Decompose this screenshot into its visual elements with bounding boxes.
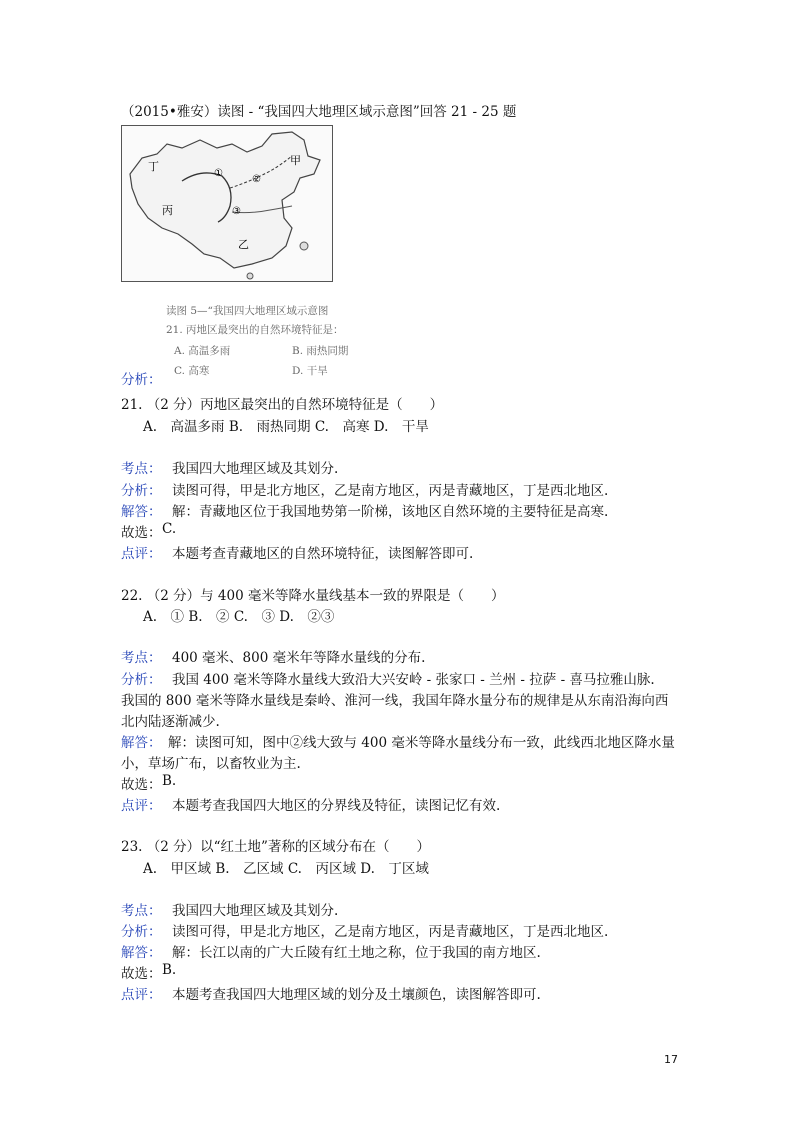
island-hainan bbox=[247, 273, 253, 279]
q21-dianping: 本题考查青藏地区的自然环境特征，读图解答即可. bbox=[172, 546, 474, 562]
q21-options: A. 高温多雨 B. 雨热同期 C. 高寒 D. 干旱 bbox=[143, 419, 429, 435]
map-label-bing: 丙 bbox=[162, 204, 173, 217]
q22-guxuan: B. bbox=[162, 773, 177, 789]
q23-fenxi-label: 分析： bbox=[121, 924, 162, 940]
q23-stem: 23. （2 分）以“红土地”著称的区域分布在（ ） bbox=[121, 839, 430, 855]
q22-kaodian: 400 毫米、800 毫米年等降水量线的分布. bbox=[172, 650, 426, 666]
map-label-jia: 甲 bbox=[290, 154, 301, 167]
q21-guxuan-label: 故选： bbox=[121, 525, 162, 541]
q23-kaodian-label: 考点： bbox=[121, 903, 162, 919]
q21-jieda: 解：青藏地区位于我国地势第一阶梯，该地区自然环境的主要特征是高寒. bbox=[172, 504, 609, 520]
china-outline bbox=[130, 132, 320, 268]
china-regions-map bbox=[121, 125, 333, 282]
q21-stem: 21. （2 分）丙地区最突出的自然环境特征是（ ） bbox=[121, 397, 444, 413]
scan-option-b: B. 雨热同期 bbox=[292, 345, 349, 357]
map-marker-2: ② bbox=[252, 174, 261, 185]
q22-fenxi-line3: 北内陆逐渐减少. bbox=[121, 714, 220, 730]
q22-jieda-line1: 解：读图可知，图中②线大致与 400 毫米等降水量线分布一致，此线西北地区降水量 bbox=[168, 735, 675, 751]
analysis-label-top: 分析： bbox=[121, 372, 162, 388]
q22-dianping-label: 点评： bbox=[121, 798, 162, 814]
q22-jieda-line2: 小，草场广布，以畜牧业为主. bbox=[121, 756, 301, 772]
q21-dianping-label: 点评： bbox=[121, 546, 162, 562]
page-number: 17 bbox=[664, 1053, 678, 1066]
q23-guxuan: B. bbox=[162, 962, 177, 978]
q22-guxuan-label: 故选： bbox=[121, 777, 162, 793]
q21-jieda-label: 解答： bbox=[121, 504, 162, 520]
q21-fenxi-label: 分析： bbox=[121, 483, 162, 499]
q22-fenxi-line1: 我国 400 毫米等降水量线大致沿大兴安岭 - 张家口 - 兰州 - 拉萨 - 喜马拉雅山脉. bbox=[172, 672, 655, 688]
q21-kaodian-label: 考点： bbox=[121, 461, 162, 477]
q22-options: A. ① B. ② C. ③ D. ②③ bbox=[143, 609, 335, 625]
map-label-yi: 乙 bbox=[238, 238, 249, 251]
map-svg bbox=[122, 126, 332, 281]
q23-jieda: 解：长江以南的广大丘陵有红土地之称，位于我国的南方地区. bbox=[172, 945, 541, 961]
q23-dianping: 本题考查我国四大地理区域的划分及土壤颜色，读图解答即可. bbox=[172, 987, 541, 1003]
q22-fenxi-line2: 我国的 800 毫米等降水量线是秦岭、淮河一线，我国年降水量分布的规律是从东南沿海向西 bbox=[121, 693, 669, 709]
q23-jieda-label: 解答： bbox=[121, 945, 162, 961]
q23-options: A. 甲区域 B. 乙区域 C. 丙区域 D. 丁区域 bbox=[143, 861, 429, 877]
q23-guxuan-label: 故选： bbox=[121, 966, 162, 982]
scan-option-d: D. 干旱 bbox=[292, 365, 328, 377]
question-intro: （2015•雅安）读图 - “我国四大地理区域示意图”回答 21 - 25 题 bbox=[121, 104, 517, 120]
scan-option-c: C. 高寒 bbox=[174, 365, 210, 377]
q23-fenxi: 读图可得，甲是北方地区，乙是南方地区，丙是青藏地区，丁是西北地区. bbox=[172, 924, 609, 940]
q21-kaodian: 我国四大地理区域及其划分. bbox=[172, 461, 339, 477]
scan-line-2: 21. 丙地区最突出的自然环境特征是： bbox=[166, 324, 344, 336]
q22-fenxi-label: 分析： bbox=[121, 672, 162, 688]
scanned-question-snippet bbox=[166, 303, 416, 383]
map-marker-1: ① bbox=[214, 168, 223, 179]
q21-guxuan: C. bbox=[162, 521, 177, 537]
q23-dianping-label: 点评： bbox=[121, 987, 162, 1003]
q21-fenxi: 读图可得，甲是北方地区，乙是南方地区，丙是青藏地区，丁是西北地区. bbox=[172, 483, 609, 499]
scan-option-a: A. 高温多雨 bbox=[174, 345, 231, 357]
q22-dianping: 本题考查我国四大地区的分界线及特征，读图记忆有效. bbox=[172, 798, 501, 814]
map-marker-3: ③ bbox=[232, 206, 241, 217]
island-taiwan bbox=[300, 242, 308, 250]
q22-stem: 22. （2 分）与 400 毫米等降水量线基本一致的界限是（ ） bbox=[121, 588, 505, 604]
scan-line-1: 读图 5—“我国四大地理区域示意图 bbox=[166, 305, 329, 317]
q22-kaodian-label: 考点： bbox=[121, 650, 162, 666]
q23-kaodian: 我国四大地理区域及其划分. bbox=[172, 903, 339, 919]
map-label-ding: 丁 bbox=[148, 160, 159, 173]
q22-jieda-label: 解答： bbox=[121, 735, 162, 751]
